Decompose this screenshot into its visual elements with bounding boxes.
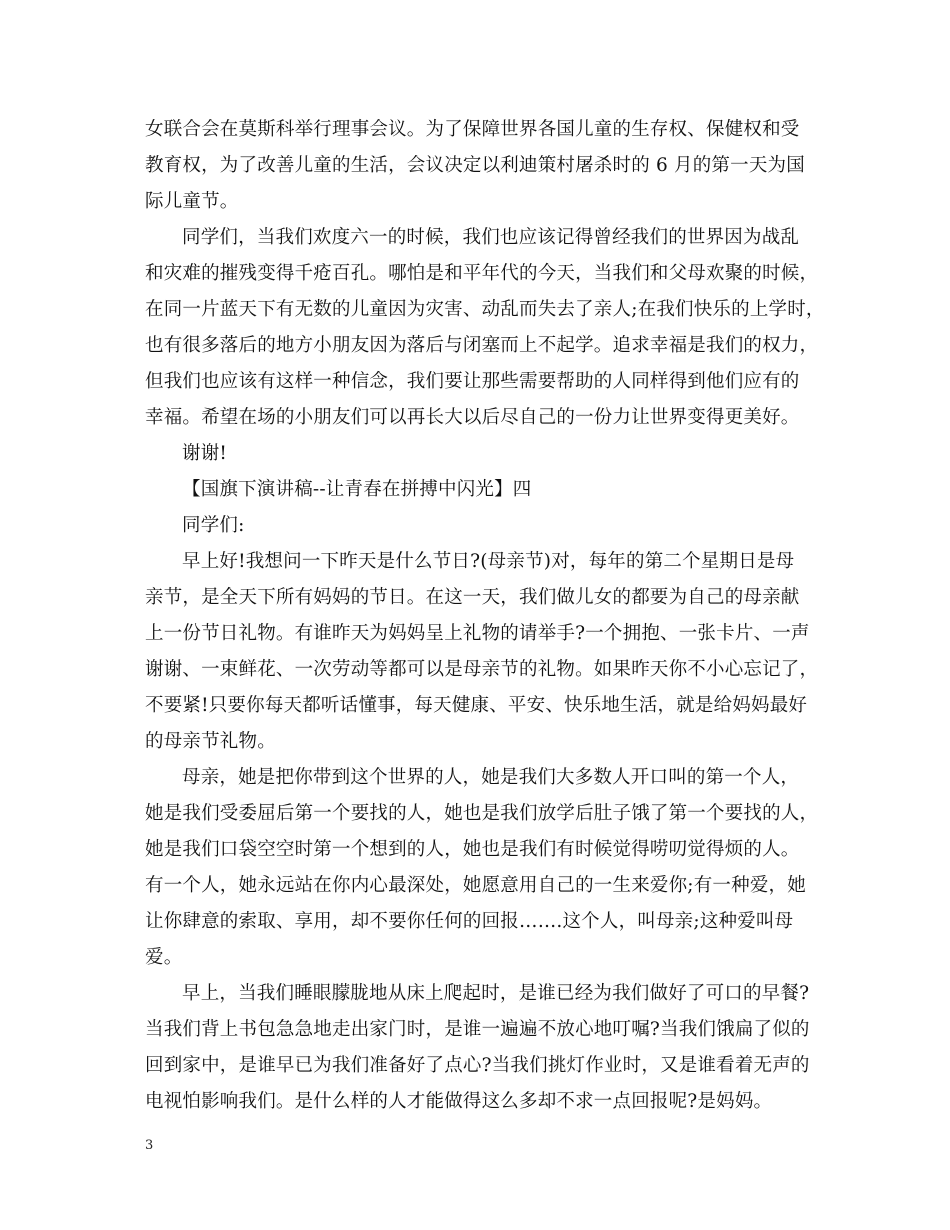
text-line: 爱。 bbox=[145, 947, 183, 968]
text-line: 在同一片蓝天下有无数的儿童因为灾害、动乱而失去了亲人;在我们快乐的上学时， bbox=[145, 299, 825, 320]
paragraph-start-line: 母亲，她是把你带到这个世界的人，她是我们大多数人开口叫的第一个人， bbox=[182, 767, 800, 788]
text-line: 但我们也应该有这样一种信念，我们要让那些需要帮助的人同样得到他们应有的 bbox=[145, 371, 800, 392]
text-line: 她是我们受委屈后第一个要找的人，她也是我们放学后肚子饿了第一个要找的人， bbox=[145, 803, 819, 824]
paragraph-start-line: 早上，当我们睡眼朦胧地从床上爬起时，是谁已经为我们做好了可口的早餐? bbox=[182, 983, 810, 1004]
document-body bbox=[145, 112, 825, 1120]
text-line: 让你肆意的索取、享用，却不要你任何的回报…….这个人，叫母亲;这种爱叫母 bbox=[145, 911, 794, 932]
page-number: 3 bbox=[145, 1138, 154, 1153]
text-line: 上一份节日礼物。有谁昨天为妈妈呈上礼物的请举手?一个拥抱、一张卡片、一声 bbox=[145, 623, 810, 644]
text-line: 回到家中，是谁早已为我们准备好了点心?当我们挑灯作业时，又是谁看着无声的 bbox=[145, 1055, 810, 1076]
text-line: 也有很多落后的地方小朋友因为落后与闭塞而上不起学。追求幸福是我们的权力， bbox=[145, 335, 819, 356]
text-line: 当我们背上书包急急地走出家门时，是谁一遍遍不放心地叮嘱?当我们饿扁了似的 bbox=[145, 1019, 810, 1040]
text-line: 她是我们口袋空空时第一个想到的人，她也是我们有时候觉得唠叨觉得烦的人。 bbox=[145, 839, 800, 860]
paragraph-start-line: 早上好!我想问一下昨天是什么节日?(母亲节)对，每年的第二个星期日是母 bbox=[182, 551, 795, 572]
thanks-line: 谢谢! bbox=[182, 443, 228, 464]
text-line: 有一个人，她永远站在你内心最深处，她愿意用自己的一生来爱你;有一种爱，她 bbox=[145, 875, 806, 896]
text-line: 女联合会在莫斯科举行理事会议。为了保障世界各国儿童的生存权、保健权和受 bbox=[145, 119, 800, 140]
text-line: 幸福。希望在场的小朋友们可以再长大以后尽自己的一份力让世界变得更美好。 bbox=[145, 407, 800, 428]
text-line: 和灾难的摧残变得千疮百孔。哪怕是和平年代的今天，当我们和父母欢聚的时候， bbox=[145, 263, 819, 284]
text-line: 电视怕影响我们。是什么样的人才能做得这么多却不求一点回报呢?是妈妈。 bbox=[145, 1091, 773, 1112]
text-line: 教育权，为了改善儿童的生活，会议决定以利迪策村屠杀时的 6 月的第一天为国 bbox=[145, 155, 805, 176]
section-heading: 【国旗下演讲稿--让青春在拼搏中闪光】四 bbox=[182, 479, 532, 500]
text-line: 亲节，是全天下所有妈妈的节日。在这一天，我们做儿女的都要为自己的母亲献 bbox=[145, 587, 800, 608]
text-line: 际儿童节。 bbox=[145, 191, 239, 212]
text-line: 的母亲节礼物。 bbox=[145, 731, 276, 752]
text-line: 不要紧!只要你每天都听话懂事，每天健康、平安、快乐地生活，就是给妈妈最好 bbox=[145, 695, 808, 716]
paragraph-start-line: 同学们，当我们欢度六一的时候，我们也应该记得曾经我们的世界因为战乱 bbox=[182, 227, 800, 248]
text-line: 谢谢、一束鲜花、一次劳动等都可以是母亲节的礼物。如果昨天你不小心忘记了， bbox=[145, 659, 819, 680]
salutation-line: 同学们: bbox=[182, 515, 245, 536]
